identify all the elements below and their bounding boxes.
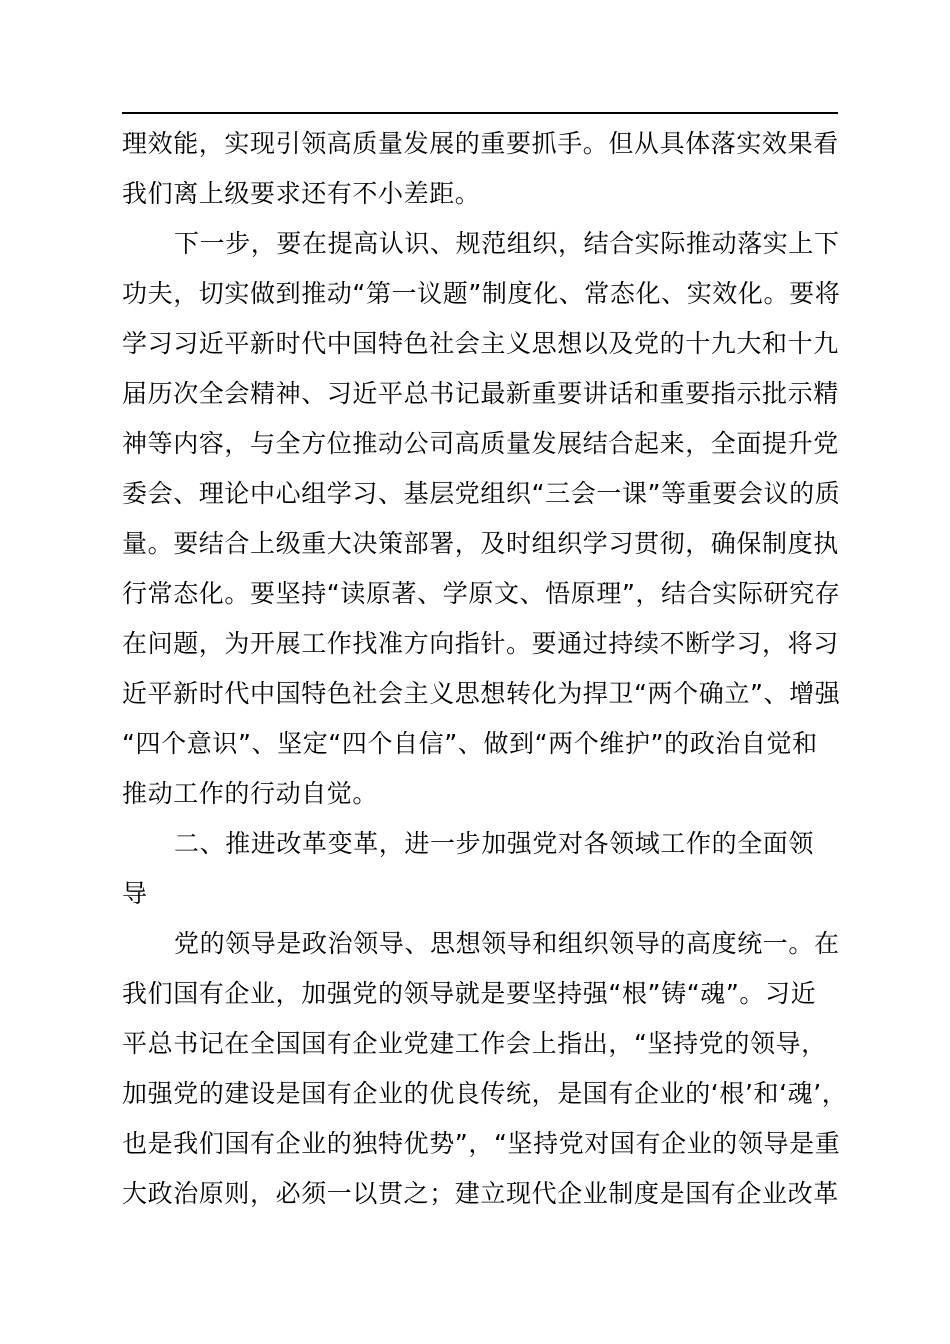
text-line: 量。要结合上级重大决策部署，及时组织学习贯彻，确保制度执 bbox=[122, 529, 839, 558]
text-line: 学习习近平新时代中国特色社会主义思想以及党的十九大和十九 bbox=[122, 329, 839, 358]
text-line: 委会、理论中心组学习、基层党组织“三会一课”等重要会议的质 bbox=[122, 479, 841, 508]
text-line: 我们国有企业，加强党的领导就是要坚持强“根”铸“魂”。习近 bbox=[122, 979, 817, 1008]
text-line: 神等内容，与全方位推动公司高质量发展结合起来，全面提升党 bbox=[122, 429, 839, 458]
text-line: 届历次全会精神、习近平总书记最新重要讲话和重要指示批示精 bbox=[122, 379, 839, 408]
text-line: 行常态化。要坚持“读原著、学原文、悟原理”，结合实际研究存 bbox=[122, 579, 841, 608]
section-heading-line: 二、推进改革变革，进一步加强党对各领域工作的全面领 bbox=[174, 829, 815, 858]
text-line: 我们离上级要求还有不小差距。 bbox=[122, 179, 481, 208]
text-line: 下一步，要在提高认识、规范组织，结合实际推动落实上下 bbox=[174, 229, 840, 258]
header-rule bbox=[122, 112, 838, 114]
text-line: 近平新时代中国特色社会主义思想转化为捍卫“两个确立”、增强 bbox=[122, 679, 841, 708]
text-line: 平总书记在全国国有企业党建工作会上指出，“坚持党的领导， bbox=[122, 1029, 827, 1058]
text-line: “四个意识”、坚定“四个自信”、做到“两个维护”的政治自觉和 bbox=[122, 729, 818, 758]
section-heading-line: 导 bbox=[122, 879, 148, 908]
text-line: 理效能，实现引领高质量发展的重要抓手。但从具体落实效果看 bbox=[122, 129, 839, 158]
text-line: 在问题，为开展工作找准方向指针。要通过持续不断学习，将习 bbox=[122, 629, 839, 658]
text-line: 也是我们国有企业的独特优势”，“坚持党对国有企业的领导是重 bbox=[122, 1129, 841, 1158]
text-line: 加强党的建设是国有企业的优良传统，是国有企业的‘根’和‘魂’， bbox=[122, 1079, 848, 1108]
text-line: 推动工作的行动自觉。 bbox=[122, 779, 379, 808]
text-line: 党的领导是政治领导、思想领导和组织领导的高度统一。在 bbox=[174, 929, 840, 958]
text-line: 大政治原则，必须一以贯之；建立现代企业制度是国有企业改革 bbox=[122, 1179, 839, 1208]
text-line: 功夫，切实做到推动“第一议题”制度化、常态化、实效化。要将 bbox=[122, 279, 841, 308]
